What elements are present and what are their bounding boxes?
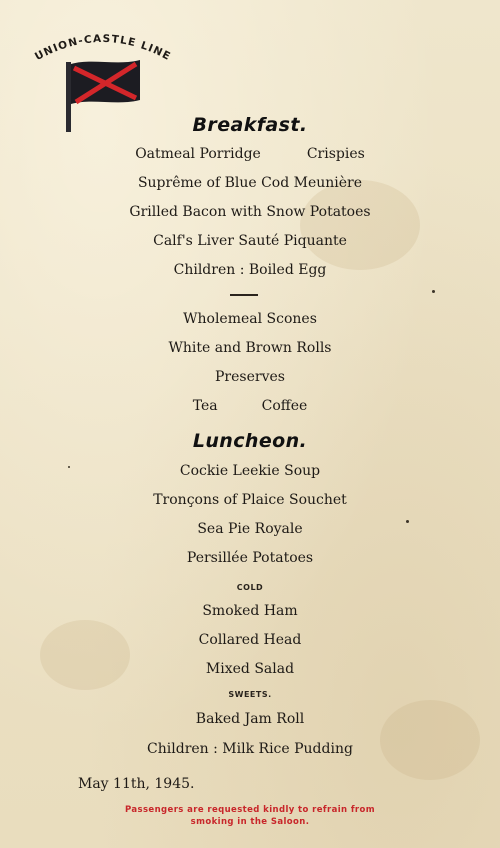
sweets-subheading: SWEETS. [228,690,272,699]
cold-subheading: COLD [236,583,264,592]
luncheon-heading: Luncheon. [192,430,308,452]
smoking-notice-line-1: Passengers are requested kindly to refrain from [124,805,376,815]
breakfast-drinks [0,397,500,415]
menu-item: Grilled Bacon with Snow Potatoes [129,204,371,220]
menu-item: Collared Head [198,632,302,648]
paper-stain [300,180,420,270]
section-divider [230,294,258,296]
breakfast-row-1 [0,145,500,163]
menu-item: Children : Boiled Egg [173,262,327,278]
menu-item: Persillée Potatoes [186,550,314,566]
smoking-notice-line-2: smoking in the Saloon. [190,817,310,827]
menu-item: Coffee [261,398,308,414]
paper-speck [432,290,435,293]
menu-item: Preserves [215,369,285,385]
menu-item: Smoked Ham [202,603,298,619]
menu-item: Suprême of Blue Cod Meunière [137,175,363,191]
menu-item: Tronçons of Plaice Souchet [153,492,347,508]
menu-item: Oatmeal Porridge [135,146,261,162]
menu-date: May 11th, 1945. [78,776,195,792]
menu-item: Cockie Leekie Soup [179,463,321,479]
menu-item: White and Brown Rolls [168,340,332,356]
menu-item: Children : Milk Rice Pudding [147,741,353,757]
menu-item: Mixed Salad [205,661,295,677]
menu-item: Crispies [306,146,365,162]
menu-item: Wholemeal Scones [183,311,317,327]
menu-item: Calf's Liver Sauté Piquante [153,233,347,249]
brand-name: UNION-CASTLE LINE [32,32,173,64]
menu-item: Baked Jam Roll [195,711,305,727]
menu-item: Sea Pie Royale [197,521,303,537]
breakfast-heading: Breakfast. [192,114,308,136]
menu-item: Tea [192,398,218,414]
